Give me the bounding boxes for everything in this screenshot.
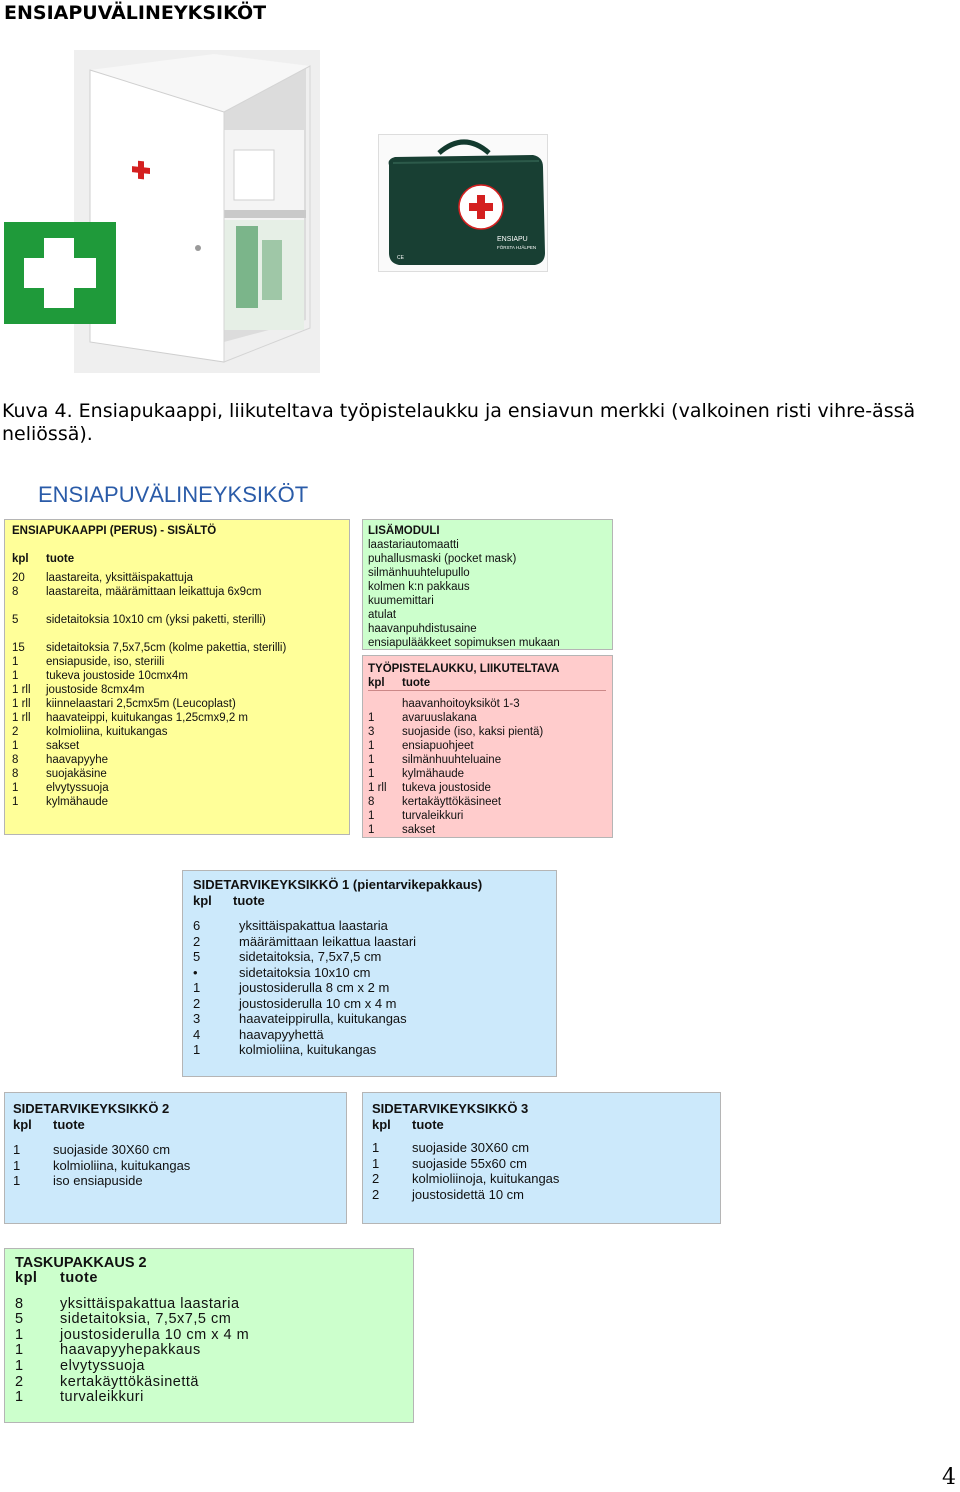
table-header bbox=[368, 676, 606, 691]
table-row bbox=[368, 809, 612, 823]
row-quantity: 1 bbox=[13, 1142, 21, 1157]
first-aid-sign-image bbox=[4, 222, 116, 324]
row-item: määrämittaan leikattua laastari bbox=[239, 933, 417, 949]
box-title: ENSIAPUKAAPPI (PERUS) - SISÄLTÖ bbox=[12, 525, 217, 537]
row-quantity: 1 bbox=[15, 1342, 24, 1359]
table-row bbox=[15, 1297, 413, 1313]
row-quantity: 1 bbox=[15, 1389, 24, 1406]
table-row bbox=[193, 1011, 556, 1027]
table-row bbox=[12, 767, 349, 781]
table-row bbox=[12, 585, 349, 599]
row-quantity: 2 bbox=[193, 995, 201, 1011]
row-quantity: 15 bbox=[12, 642, 25, 654]
row-item: sidetaitoksia 10x10 cm (yksi paketti, sterilli) bbox=[46, 614, 266, 626]
table-row bbox=[193, 1042, 556, 1058]
row-item: elvytyssuoja bbox=[60, 1357, 145, 1374]
row-item: kertakäyttökäsinettä bbox=[60, 1373, 199, 1390]
table-row bbox=[15, 1312, 413, 1328]
header-tuote: tuote bbox=[233, 892, 265, 908]
row-quantity: 1 bbox=[193, 980, 201, 995]
row-quantity: 1 rll bbox=[12, 684, 31, 696]
box-sidetarvikeyksikko-3 bbox=[362, 1092, 721, 1224]
header-tuote: tuote bbox=[60, 1270, 98, 1286]
row-quantity: 3 bbox=[193, 1011, 201, 1026]
box-ensiapukaappi-perus bbox=[4, 519, 350, 835]
box-title: SIDETARVIKEYKSIKKÖ 1 (pientarvikepakkaus) bbox=[193, 877, 483, 892]
table-row bbox=[193, 918, 556, 934]
row-item: avaruuslakana bbox=[402, 712, 477, 724]
list-item: haavanpuhdistusaine bbox=[368, 623, 477, 635]
row-item: tukeva joustoside bbox=[402, 782, 491, 794]
row-item: sakset bbox=[402, 824, 436, 836]
box-sidetarvikeyksikko-1 bbox=[182, 870, 557, 1077]
perus-rows bbox=[12, 571, 349, 809]
row-quantity: 1 bbox=[12, 782, 19, 794]
row-quantity: 2 bbox=[193, 933, 201, 949]
header-kpl: kpl bbox=[368, 677, 385, 689]
list-item: kolmen k:n pakkaus bbox=[368, 581, 470, 593]
table-row bbox=[193, 949, 556, 965]
row-quantity: 1 bbox=[12, 670, 19, 682]
table-row bbox=[12, 739, 349, 753]
table-header bbox=[13, 1117, 346, 1133]
row-item: joustosidettä 10 cm bbox=[412, 1186, 525, 1202]
box-title: LISÄMODULI bbox=[368, 525, 440, 537]
table-row bbox=[193, 934, 556, 950]
table-row bbox=[12, 655, 349, 669]
row-quantity: 1 rll bbox=[368, 782, 387, 794]
row-quantity: 1 bbox=[12, 656, 19, 668]
first-aid-bag-image bbox=[378, 134, 548, 272]
row-item: ensiapuohjeet bbox=[402, 740, 474, 752]
row-quantity: • bbox=[193, 964, 198, 980]
bag-label-ce: CE bbox=[397, 255, 404, 261]
row-item: haavapyyhettä bbox=[239, 1026, 324, 1042]
row-quantity: 1 rll bbox=[12, 712, 31, 724]
row-item: kylmähaude bbox=[402, 768, 465, 780]
row-item: suojakäsine bbox=[46, 768, 107, 780]
bag-label-subtitle: FÖRSTA HJÄLPEN bbox=[497, 245, 537, 250]
row-item: haavapyyhe bbox=[46, 754, 109, 766]
box-title: TYÖPISTELAUKKU, LIIKUTELTAVA bbox=[368, 663, 560, 675]
row-quantity bbox=[368, 697, 402, 711]
tasku-rows bbox=[15, 1297, 413, 1406]
row-item: ensiapuside, iso, steriili bbox=[46, 656, 165, 668]
header-kpl: kpl bbox=[13, 1116, 32, 1132]
row-item: kolmioliina, kuitukangas bbox=[239, 1042, 377, 1057]
list-item: ensiapulääkkeet sopimuksen mukaan bbox=[368, 637, 560, 649]
list-item: atulat bbox=[368, 609, 397, 621]
table-row bbox=[368, 753, 612, 767]
box-title: SIDETARVIKEYKSIKKÖ 2 bbox=[13, 1101, 170, 1116]
table-row bbox=[13, 1158, 346, 1174]
table-row bbox=[12, 753, 349, 767]
white-cross-green-square-icon bbox=[4, 222, 116, 324]
row-item: kylmähaude bbox=[46, 796, 109, 808]
row-item: suojaside (iso, kaksi pientä) bbox=[402, 726, 544, 738]
row-quantity: 2 bbox=[372, 1186, 380, 1202]
row-quantity: 1 bbox=[372, 1155, 380, 1171]
row-item: sakset bbox=[46, 740, 80, 752]
row-quantity: 20 bbox=[12, 572, 25, 584]
table-row bbox=[15, 1343, 413, 1359]
bag-label-ensiapu: ENSIAPU bbox=[497, 236, 528, 243]
row-item: suojaside 30X60 cm bbox=[412, 1140, 530, 1155]
header-tuote: tuote bbox=[53, 1116, 85, 1132]
header-tuote: tuote bbox=[46, 553, 75, 565]
row-item: haavapyyhepakkaus bbox=[60, 1342, 201, 1359]
row-quantity: 1 bbox=[368, 754, 375, 766]
table-row bbox=[372, 1171, 720, 1187]
row-item: laastareita, määrämittaan leikattuja 6x9cm bbox=[46, 586, 262, 598]
row-quantity: 3 bbox=[368, 726, 375, 738]
row-item: joustosiderulla 10 cm x 4 m bbox=[60, 1326, 250, 1343]
row-item: tukeva joustoside 10cmx4m bbox=[46, 670, 188, 682]
table-row bbox=[193, 965, 556, 981]
table-header bbox=[372, 1117, 720, 1133]
table-row bbox=[368, 781, 612, 795]
header-kpl: kpl bbox=[193, 892, 212, 908]
row-quantity: 1 bbox=[368, 712, 375, 724]
first-aid-cabinet-image bbox=[74, 50, 320, 373]
row-quantity: 8 bbox=[368, 796, 375, 808]
table-row bbox=[12, 795, 349, 809]
table-row bbox=[193, 980, 556, 996]
table-row bbox=[368, 823, 612, 837]
row-item: kolmioliinoja, kuitukangas bbox=[412, 1171, 560, 1186]
row-quantity: 6 bbox=[193, 918, 201, 933]
row-item: kiinnelaastari 2,5cmx5m (Leucoplast) bbox=[46, 698, 236, 710]
table-row bbox=[368, 711, 612, 725]
row-quantity: 1 bbox=[13, 1157, 21, 1173]
box-sidetarvikeyksikko-2 bbox=[4, 1092, 347, 1224]
row-quantity: 1 rll bbox=[12, 698, 31, 710]
row-quantity: 8 bbox=[15, 1295, 24, 1312]
row-item: elvytyssuoja bbox=[46, 782, 109, 794]
row-item bbox=[46, 627, 349, 641]
table-row bbox=[15, 1359, 413, 1375]
table-row bbox=[368, 739, 612, 753]
list-item: laastariautomaatti bbox=[368, 539, 459, 551]
row-item: sidetaitoksia, 7,5x7,5 cm bbox=[239, 949, 382, 964]
row-quantity: 1 bbox=[12, 740, 19, 752]
side3-rows bbox=[372, 1140, 720, 1202]
row-item: kertakäyttökäsineet bbox=[402, 796, 502, 808]
table-row bbox=[12, 725, 349, 739]
row-quantity: 1 bbox=[372, 1140, 380, 1155]
row-quantity: 1 bbox=[15, 1357, 24, 1374]
table-row bbox=[368, 795, 612, 809]
side1-rows bbox=[193, 918, 556, 1058]
row-item: kolmioliina, kuitukangas bbox=[46, 726, 168, 738]
row-quantity: 5 bbox=[193, 949, 201, 964]
table-row bbox=[368, 767, 612, 781]
row-quantity: 1 bbox=[368, 768, 375, 780]
table-header bbox=[12, 552, 349, 566]
document-heading: ENSIAPUVÄLINEYKSIKÖT bbox=[4, 2, 267, 24]
row-item bbox=[46, 599, 349, 613]
row-quantity: 2 bbox=[15, 1373, 24, 1390]
row-item: haavateippirulla, kuitukangas bbox=[239, 1011, 407, 1026]
row-quantity: 5 bbox=[15, 1311, 24, 1328]
row-item: turvaleikkuri bbox=[402, 810, 464, 822]
first-aid-cabinet-icon bbox=[74, 50, 320, 373]
row-item: joustosiderulla 8 cm x 2 m bbox=[239, 980, 390, 995]
row-item: joustoside 8cmx4m bbox=[46, 684, 145, 696]
box-title: TASKUPAKKAUS 2 bbox=[15, 1255, 147, 1271]
table-row bbox=[372, 1187, 720, 1203]
header-kpl: kpl bbox=[15, 1270, 38, 1286]
row-quantity: 1 bbox=[193, 1042, 201, 1057]
row-quantity: 1 bbox=[12, 796, 19, 808]
row-item: sidetaitoksia, 7,5x7,5 cm bbox=[60, 1311, 232, 1328]
box-taskupakkaus-2 bbox=[4, 1248, 414, 1423]
row-item: sidetaitoksia 7,5x7,5cm (kolme pakettia, sterilli) bbox=[46, 642, 287, 654]
header-tuote: tuote bbox=[412, 1116, 444, 1132]
table-row bbox=[12, 683, 349, 697]
row-item: sidetaitoksia 10x10 cm bbox=[239, 964, 371, 980]
table-row bbox=[12, 669, 349, 683]
row-item: yksittäispakattua laastaria bbox=[60, 1295, 240, 1312]
list-item: puhallusmaski (pocket mask) bbox=[368, 553, 517, 565]
row-quantity: 8 bbox=[12, 768, 19, 780]
row-quantity: 2 bbox=[12, 726, 19, 738]
row-item: laastareita, yksittäispakattuja bbox=[46, 572, 194, 584]
box-title: SIDETARVIKEYKSIKKÖ 3 bbox=[372, 1101, 529, 1116]
table-row bbox=[372, 1156, 720, 1172]
row-item: haavanhoitoyksiköt 1-3 bbox=[402, 698, 520, 710]
row-item: kolmioliina, kuitukangas bbox=[53, 1157, 191, 1173]
row-item: yksittäispakattua laastaria bbox=[239, 918, 388, 933]
row-quantity: 1 bbox=[368, 824, 375, 836]
row-quantity bbox=[12, 627, 46, 641]
diagram-title: ENSIAPUVÄLINEYKSIKÖT bbox=[38, 482, 309, 507]
table-row bbox=[12, 613, 349, 627]
box-lisamoduli bbox=[362, 519, 613, 650]
table-row bbox=[193, 1027, 556, 1043]
box-tyopistelaukku bbox=[362, 655, 613, 838]
table-header bbox=[15, 1271, 413, 1287]
table-row bbox=[12, 599, 349, 613]
table-header bbox=[193, 893, 556, 909]
table-row bbox=[368, 697, 612, 711]
table-row bbox=[12, 571, 349, 585]
header-tuote: tuote bbox=[402, 677, 431, 689]
row-quantity: 8 bbox=[12, 586, 19, 598]
page-number: 4 bbox=[942, 1465, 956, 1490]
row-quantity: 1 bbox=[368, 740, 375, 752]
table-row bbox=[372, 1140, 720, 1156]
table-row bbox=[15, 1328, 413, 1344]
row-item: turvaleikkuri bbox=[60, 1389, 144, 1406]
table-row bbox=[13, 1142, 346, 1158]
header-kpl: kpl bbox=[12, 553, 29, 565]
table-row bbox=[368, 725, 612, 739]
table-row bbox=[193, 996, 556, 1012]
row-item: suojaside 30X60 cm bbox=[53, 1142, 171, 1157]
row-item: iso ensiapuside bbox=[53, 1173, 143, 1188]
list-item: kuumemittari bbox=[368, 595, 434, 607]
table-row bbox=[12, 697, 349, 711]
table-row bbox=[12, 627, 349, 641]
row-item: suojaside 55x60 cm bbox=[412, 1155, 527, 1171]
row-quantity: 2 bbox=[372, 1171, 380, 1186]
tyopiste-rows bbox=[368, 697, 612, 837]
table-row bbox=[12, 711, 349, 725]
table-row bbox=[13, 1173, 346, 1189]
figure-caption: Kuva 4. Ensiapukaappi, liikuteltava työpistelaukku ja ensiavun merkki (valkoinen risti vihre-ässä neliössä). bbox=[2, 400, 916, 445]
table-row bbox=[12, 641, 349, 655]
row-item: joustosiderulla 10 cm x 4 m bbox=[239, 995, 397, 1011]
row-quantity: 8 bbox=[12, 754, 19, 766]
first-aid-bag-icon bbox=[379, 135, 549, 273]
table-row bbox=[15, 1375, 413, 1391]
table-row bbox=[15, 1390, 413, 1406]
row-quantity: 5 bbox=[12, 614, 19, 626]
row-quantity: 1 bbox=[15, 1326, 24, 1343]
row-quantity bbox=[12, 599, 46, 613]
row-item: haavateippi, kuitukangas 1,25cmx9,2 m bbox=[46, 712, 249, 724]
row-item: silmänhuuhteluaine bbox=[402, 754, 502, 766]
lisamoduli-items bbox=[368, 538, 612, 650]
row-quantity: 1 bbox=[368, 810, 375, 822]
side2-rows bbox=[13, 1142, 346, 1189]
table-row bbox=[12, 781, 349, 795]
header-kpl: kpl bbox=[372, 1116, 391, 1132]
row-quantity: 4 bbox=[193, 1026, 201, 1042]
list-item: silmänhuuhtelupullo bbox=[368, 567, 470, 579]
row-quantity: 1 bbox=[13, 1173, 21, 1188]
